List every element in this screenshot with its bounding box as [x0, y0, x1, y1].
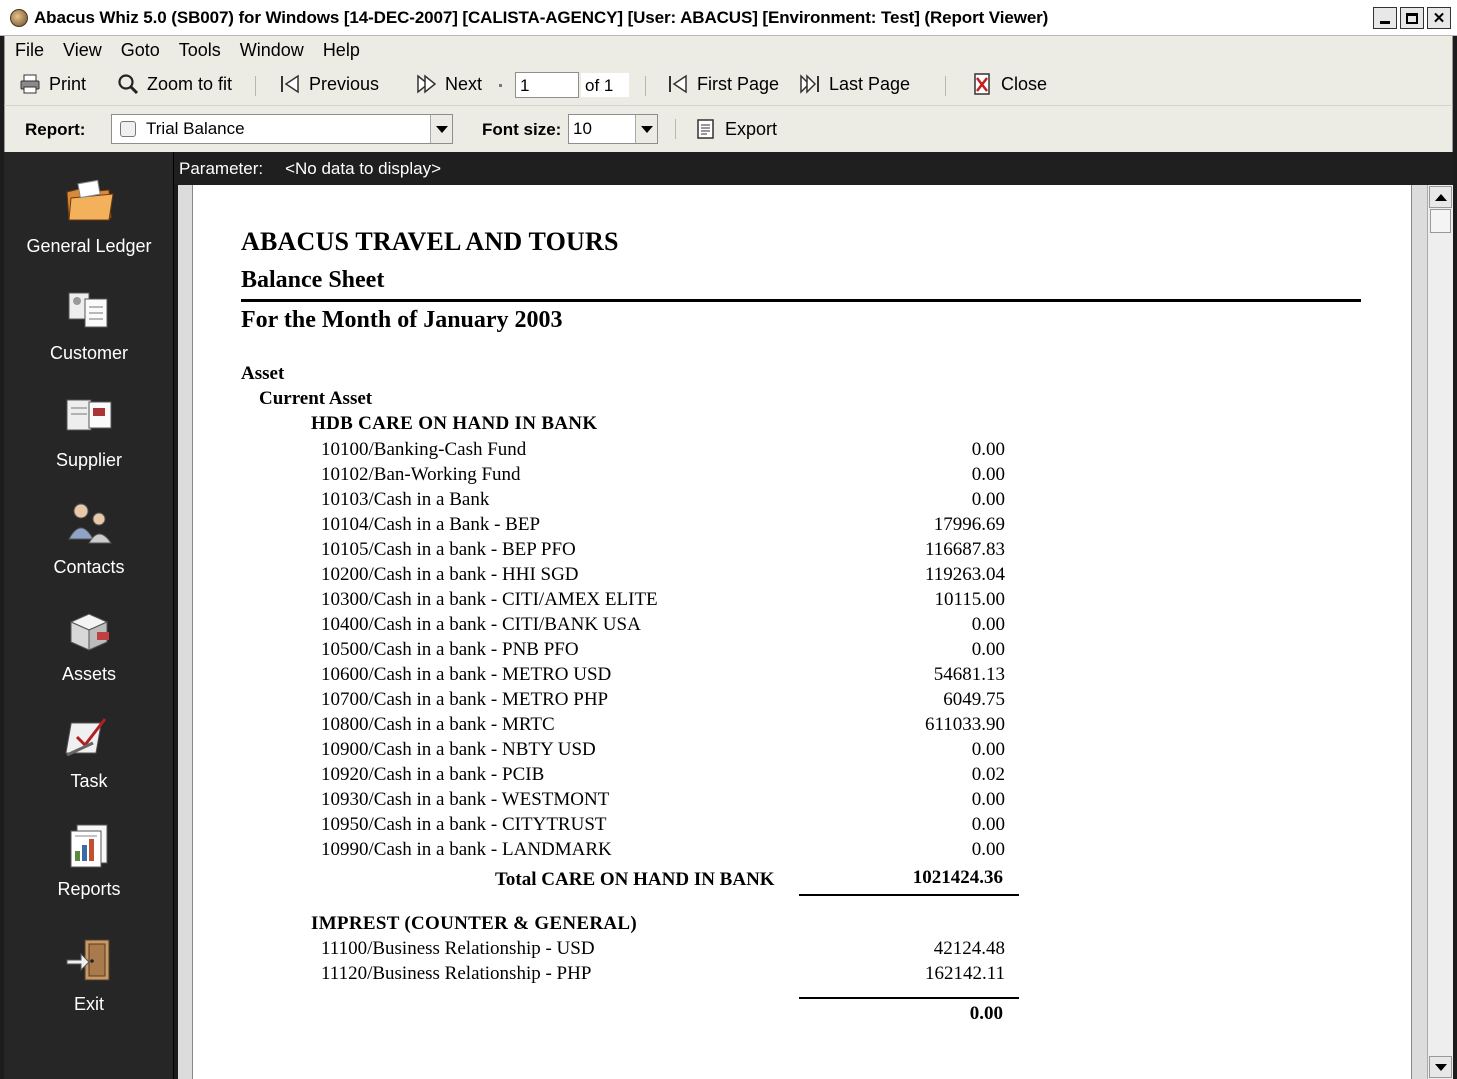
report-type-icon	[120, 121, 136, 137]
account-amount: 116687.83	[924, 539, 1005, 560]
table-row	[321, 464, 1005, 489]
close-window-button[interactable]	[1427, 7, 1451, 29]
table-row	[321, 614, 1005, 639]
window-controls	[1373, 7, 1451, 29]
account-name: 10600/Cash in a bank - METRO USD	[321, 664, 612, 685]
section-heading: Asset	[241, 363, 285, 384]
scroll-up-button[interactable]	[1429, 186, 1452, 208]
account-name: 10920/Cash in a bank - PCIB	[321, 764, 545, 785]
table-row	[321, 789, 1005, 814]
scroll-thumb[interactable]	[1430, 209, 1451, 233]
account-name: 10300/Cash in a bank - CITI/AMEX ELITE	[321, 589, 658, 610]
account-name: 10930/Cash in a bank - WESTMONT	[321, 789, 610, 810]
account-amount: 0.00	[971, 439, 1005, 460]
group-heading: IMPREST (COUNTER & GENERAL)	[311, 913, 638, 934]
contacts-icon	[63, 499, 115, 547]
sidebar-item-reports[interactable]	[4, 821, 174, 900]
account-amount: 0.00	[971, 739, 1005, 760]
menu-goto[interactable]: Goto	[120, 39, 160, 60]
report-select-value: Trial Balance	[146, 119, 245, 138]
account-amount: 0.00	[971, 614, 1005, 635]
sidebar-item-label: Task	[70, 771, 108, 791]
report-title: Balance Sheet	[241, 267, 385, 293]
report-title-rule	[241, 299, 1361, 302]
title-bar	[0, 0, 1457, 36]
previous-icon	[279, 73, 301, 95]
toolbar-separator	[255, 76, 256, 96]
account-name: 10900/Cash in a bank - NBTY USD	[321, 739, 596, 760]
last-page-label: Last Page	[829, 73, 911, 94]
table-row	[321, 664, 1005, 689]
subsection-heading: Current Asset	[259, 388, 373, 409]
table-row	[321, 739, 1005, 764]
arrow-up-icon	[1435, 194, 1447, 201]
table-row	[321, 514, 1005, 539]
page-count: of 1	[581, 73, 629, 97]
report-label: Report:	[25, 120, 86, 139]
report-period: For the Month of January 2003	[241, 307, 563, 333]
menu-tools[interactable]: Tools	[178, 39, 221, 60]
account-amount: 0.00	[971, 789, 1005, 810]
account-name: 11120/Business Relationship - PHP	[321, 963, 592, 984]
total-rule	[799, 894, 1019, 896]
group-total-amount: 0.00	[969, 1003, 1003, 1024]
maximize-button[interactable]	[1400, 7, 1424, 29]
magnifier-icon	[117, 73, 139, 95]
first-page-button[interactable]	[667, 73, 779, 95]
print-label: Print	[49, 73, 87, 94]
page-number-input[interactable]: 1	[515, 72, 579, 98]
table-row	[321, 714, 1005, 739]
sidebar-item-label: Customer	[49, 343, 129, 363]
report-options-bar	[4, 106, 1453, 152]
sidebar-item-label: Contacts	[53, 557, 125, 577]
scroll-down-button[interactable]	[1429, 1056, 1452, 1078]
sidebar-item-label: Assets	[61, 664, 117, 684]
account-name: 10104/Cash in a Bank - BEP	[321, 514, 541, 535]
chevron-down-icon[interactable]	[635, 115, 657, 143]
close-report-button[interactable]	[971, 73, 1047, 95]
sidebar	[4, 152, 174, 1079]
arrow-down-icon	[1435, 1064, 1447, 1071]
first-page-label: First Page	[697, 73, 780, 94]
sidebar-item-label: General Ledger	[26, 236, 152, 256]
font-size-label: Font size:	[482, 120, 562, 139]
parameter-bar	[174, 152, 1453, 185]
sidebar-item-assets[interactable]	[4, 606, 174, 685]
parameter-value: <No data to display>	[285, 158, 442, 178]
account-amount: 0.00	[971, 464, 1005, 485]
next-button[interactable]	[415, 73, 482, 95]
account-amount: 0.00	[971, 839, 1005, 860]
close-icon: ✕	[1432, 9, 1446, 27]
first-page-icon	[667, 73, 689, 95]
table-row	[321, 489, 1005, 514]
account-amount: 6049.75	[943, 689, 1005, 710]
account-name: 10200/Cash in a bank - HHI SGD	[321, 564, 579, 585]
toolbar-separator	[499, 84, 502, 87]
last-page-icon	[799, 73, 821, 95]
supplier-icon	[63, 392, 115, 440]
table-row	[321, 963, 1005, 988]
table-row	[321, 564, 1005, 589]
table-row	[321, 539, 1005, 564]
close-document-icon	[971, 73, 993, 95]
next-label: Next	[445, 73, 483, 94]
previous-label: Previous	[309, 73, 380, 94]
account-amount: 10115.00	[934, 589, 1005, 610]
report-company-name: ABACUS TRAVEL AND TOURS	[241, 227, 619, 256]
menu-file[interactable]: File	[15, 39, 45, 60]
menu-help[interactable]: Help	[322, 39, 360, 60]
sidebar-item-supplier[interactable]	[4, 392, 174, 471]
group-heading: HDB CARE ON HAND IN BANK	[311, 413, 598, 434]
app-icon	[10, 9, 28, 27]
account-name: 10103/Cash in a Bank	[321, 489, 490, 510]
sidebar-item-customer[interactable]	[4, 285, 174, 364]
account-name: 11100/Business Relationship - USD	[321, 938, 595, 959]
table-row	[321, 439, 1005, 464]
print-button[interactable]	[19, 73, 86, 95]
account-name: 10100/Banking-Cash Fund	[321, 439, 527, 460]
font-size-value: 10	[573, 119, 592, 138]
sidebar-item-contacts[interactable]	[4, 499, 174, 578]
maximize-icon	[1406, 13, 1418, 24]
table-row	[321, 938, 1005, 963]
table-row	[321, 589, 1005, 614]
account-amount: 0.00	[971, 489, 1005, 510]
reports-icon	[63, 821, 115, 869]
sidebar-item-exit[interactable]	[4, 936, 174, 1015]
report-viewer[interactable]	[174, 185, 1427, 1079]
account-amount: 17996.69	[933, 514, 1005, 535]
export-button[interactable]	[695, 118, 777, 140]
menu-window[interactable]: Window	[239, 39, 304, 60]
table-row	[321, 839, 1005, 864]
close-label: Close	[1001, 73, 1048, 94]
report-page	[192, 185, 1412, 1079]
minimize-icon	[1380, 21, 1390, 24]
window-title: Abacus Whiz 5.0 (SB007) for Windows [14-DEC-2007] [CALISTA-AGENCY] [User: ABACUS] [Environment: Test] (Report Viewer)	[34, 7, 1049, 27]
account-amount: 0.02	[971, 764, 1005, 785]
vertical-scrollbar[interactable]	[1427, 185, 1453, 1079]
group-total-label: Total CARE ON HAND IN BANK	[495, 869, 775, 890]
sidebar-item-label: Reports	[57, 879, 121, 899]
minimize-button[interactable]	[1373, 7, 1397, 29]
total-rule	[799, 997, 1019, 999]
account-name: 10700/Cash in a bank - METRO PHP	[321, 689, 609, 710]
zoom-to-fit-button[interactable]	[117, 73, 232, 95]
parameter-label: Parameter:	[179, 158, 264, 178]
assets-icon	[63, 606, 115, 654]
next-icon	[415, 73, 437, 95]
sidebar-item-label: Exit	[73, 994, 104, 1014]
toolbar-separator	[945, 76, 946, 96]
report-toolbar	[4, 64, 1453, 106]
account-amount: 611033.90	[924, 714, 1005, 735]
sidebar-item-general-ledger[interactable]	[4, 178, 174, 257]
toolbar-separator	[645, 76, 646, 96]
account-name: 10800/Cash in a bank - MRTC	[321, 714, 555, 735]
previous-button[interactable]	[279, 73, 379, 95]
sidebar-item-task[interactable]	[4, 713, 174, 792]
table-row	[321, 639, 1005, 664]
font-size-select[interactable]	[568, 114, 658, 144]
exit-door-icon	[63, 936, 115, 984]
printer-icon	[19, 73, 41, 95]
account-amount: 42124.48	[933, 938, 1005, 959]
account-name: 10500/Cash in a bank - PNB PFO	[321, 639, 579, 660]
export-icon	[695, 118, 717, 140]
account-name: 10950/Cash in a bank - CITYTRUST	[321, 814, 607, 835]
menu-view[interactable]: View	[63, 39, 102, 60]
account-name: 10102/Ban-Working Fund	[321, 464, 521, 485]
table-row	[321, 764, 1005, 789]
toolbar-separator	[675, 119, 676, 139]
account-amount: 0.00	[971, 639, 1005, 660]
task-icon	[63, 713, 115, 761]
account-name: 10990/Cash in a bank - LANDMARK	[321, 839, 612, 860]
last-page-button[interactable]	[799, 73, 910, 95]
account-amount: 54681.13	[933, 664, 1005, 685]
account-name: 10400/Cash in a bank - CITI/BANK USA	[321, 614, 641, 635]
account-name: 10105/Cash in a bank - BEP PFO	[321, 539, 576, 560]
account-amount: 119263.04	[924, 564, 1005, 585]
customer-icon	[63, 285, 115, 333]
chevron-down-icon[interactable]	[430, 115, 452, 143]
account-amount: 162142.11	[924, 963, 1005, 984]
export-label: Export	[725, 118, 778, 139]
menu-bar	[4, 36, 1453, 64]
table-row	[321, 689, 1005, 714]
table-row	[321, 814, 1005, 839]
zoom-label: Zoom to fit	[147, 73, 233, 94]
sidebar-item-label: Supplier	[55, 450, 123, 470]
report-select[interactable]	[111, 114, 453, 144]
account-amount: 0.00	[971, 814, 1005, 835]
folder-icon	[63, 178, 115, 226]
group-total-amount: 1021424.36	[912, 867, 1003, 888]
